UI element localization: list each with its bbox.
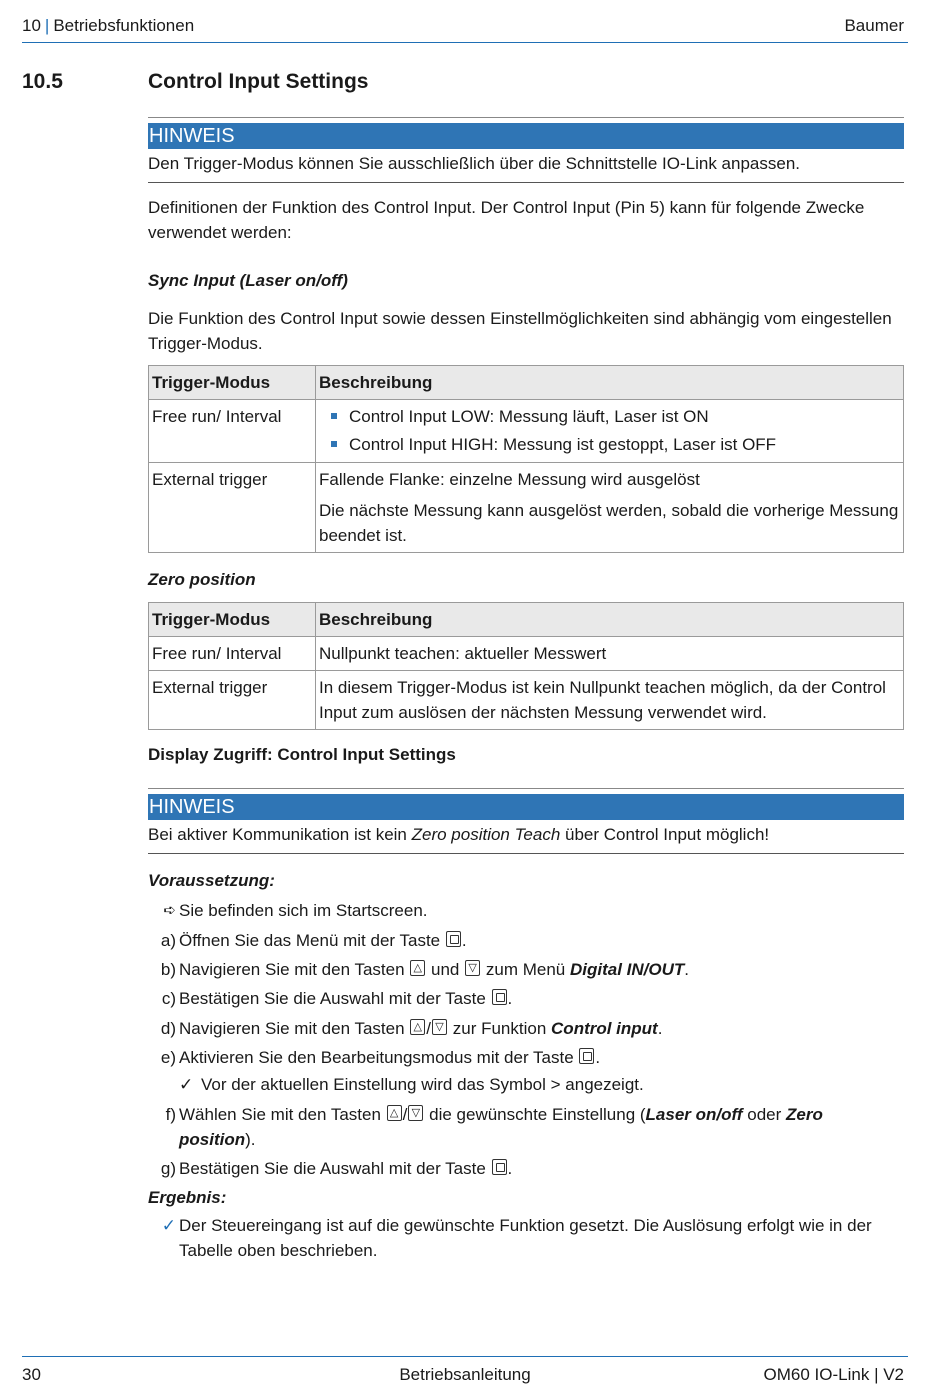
sync-text: Die Funktion des Control Input sowie dessen Einstellmöglichkeiten sind abhängig vom eingestellen Trigger-Modus. xyxy=(148,309,892,353)
table-header-row xyxy=(149,603,904,637)
note-label: HINWEIS xyxy=(148,123,904,149)
table-cell-mode: External trigger xyxy=(149,671,316,730)
ok-key-icon xyxy=(492,1159,507,1175)
prereq-heading: Voraussetzung: xyxy=(148,871,275,890)
table-header: Beschreibung xyxy=(316,366,904,400)
down-key-icon: ▽ xyxy=(432,1019,447,1035)
page-header xyxy=(22,14,908,43)
section-number: 10.5 xyxy=(22,70,63,93)
table-row xyxy=(149,463,904,553)
table-cell-desc: Nullpunkt teachen: aktueller Messwert xyxy=(316,637,904,671)
zero-table xyxy=(148,602,904,730)
checkmark-icon: ✓ xyxy=(161,1216,176,1235)
sync-table xyxy=(148,365,904,553)
sync-heading: Sync Input (Laser on/off) xyxy=(148,271,348,290)
table-cell-mode: Free run/ Interval xyxy=(149,637,316,671)
footer-doc-type: Betriebsanleitung xyxy=(399,1365,531,1384)
table-row xyxy=(149,637,904,671)
table-row xyxy=(149,400,904,463)
display-heading: Display Zugriff: Control Input Settings xyxy=(148,745,456,764)
table-header-row xyxy=(149,366,904,400)
up-key-icon: △ xyxy=(387,1105,402,1121)
table-cell-mode: Free run/ Interval xyxy=(149,400,316,463)
down-key-icon: ▽ xyxy=(465,960,480,976)
ok-key-icon xyxy=(579,1048,594,1064)
table-cell-desc: In diesem Trigger-Modus ist kein Nullpunkt teachen möglich, da der Control Input zum auslösen der nächsten Messung verwendet wird. xyxy=(316,671,904,730)
page-number: 30 xyxy=(22,1365,41,1384)
up-key-icon: △ xyxy=(410,1019,425,1035)
table-row xyxy=(149,671,904,730)
footer-product: OM60 IO-Link | V2 xyxy=(763,1365,904,1384)
table-header: Beschreibung xyxy=(316,603,904,637)
table-cell-mode: External trigger xyxy=(149,463,316,553)
page-footer xyxy=(22,1356,908,1384)
table-cell-desc xyxy=(316,400,904,463)
bullet-icon xyxy=(331,441,337,447)
list-item: Control Input HIGH: Messung ist gestoppt, Laser ist OFF xyxy=(319,432,900,457)
intro-text: Definitionen der Funktion des Control Input. Der Control Input (Pin 5) kann für folgende Zwecke verwendet werden: xyxy=(148,198,865,242)
list-item: Control Input LOW: Messung läuft, Laser ist ON xyxy=(319,404,900,429)
section-title: Control Input Settings xyxy=(148,70,369,93)
ok-key-icon xyxy=(446,931,461,947)
note-box xyxy=(148,117,904,183)
arrow-right-icon: ➪ xyxy=(163,902,176,919)
header-brand: Baumer xyxy=(844,16,904,35)
down-key-icon: ▽ xyxy=(408,1105,423,1121)
note-text: Bei aktiver Kommunikation ist kein Zero position Teach über Control Input möglich! xyxy=(148,825,770,844)
checkmark-icon: ✓ xyxy=(179,1075,194,1094)
result-heading: Ergebnis: xyxy=(148,1188,227,1207)
note-text: Den Trigger-Modus können Sie ausschließlich über die Schnittstelle IO-Link anpassen. xyxy=(148,154,801,173)
ok-key-icon xyxy=(492,989,507,1005)
up-key-icon: △ xyxy=(410,960,425,976)
table-cell-desc: Fallende Flanke: einzelne Messung wird ausgelöst Die nächste Messung kann ausgelöst werden, sobald die vorherige Messung beendet ist. xyxy=(316,463,904,553)
bullet-icon xyxy=(331,413,337,419)
note-box xyxy=(148,788,904,854)
table-header: Trigger-Modus xyxy=(149,603,316,637)
note-label: HINWEIS xyxy=(148,794,904,820)
table-header: Trigger-Modus xyxy=(149,366,316,400)
header-chapter: 10 | Betriebsfunktionen xyxy=(22,16,195,35)
zero-heading: Zero position xyxy=(148,570,256,589)
